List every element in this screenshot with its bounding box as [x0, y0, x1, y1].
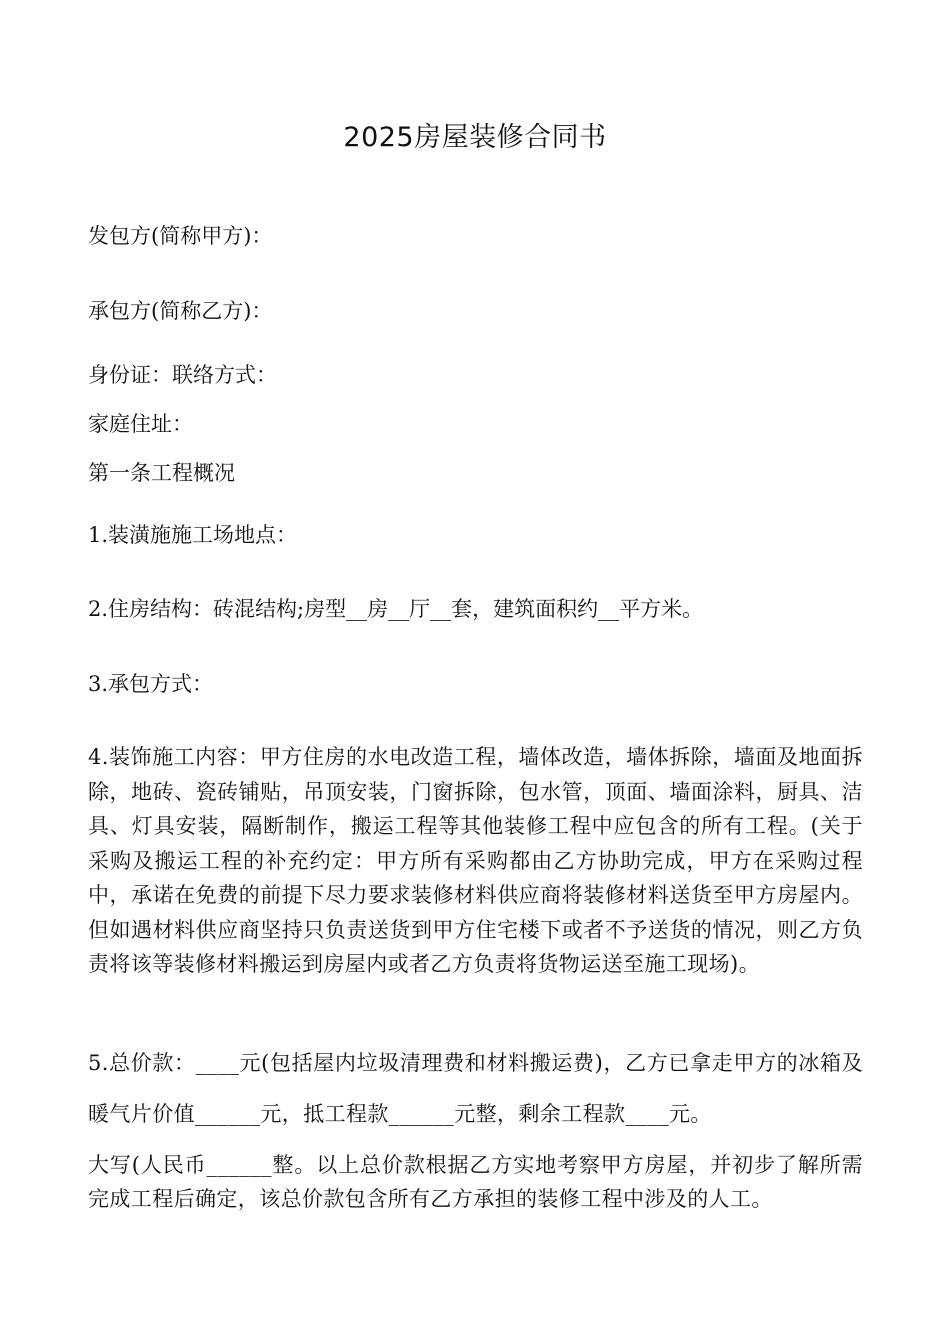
item-5-capital-amount: 大写(人民币______整。以上总价款根据乙方实地考察甲方房屋，并初步了解所需完成工程后确定，该总价款包含所有乙方承担的装修工程中涉及的人工。 — [88, 1153, 863, 1211]
item-5-price — [88, 1038, 863, 1216]
id-contact-line: 身份证：联络方式： — [88, 363, 277, 387]
article-one-heading: 第一条工程概况 — [88, 461, 235, 485]
item-1-site: 1.装潢施施工场地点： — [88, 523, 298, 547]
party-b-line: 承包方(简称乙方)： — [88, 299, 273, 323]
item-3-method: 3.承包方式： — [88, 672, 214, 696]
item-5-price-text: 5.总价款：____元(包括屋内垃圾清理费和材料搬运费)，乙方已拿走甲方的冰箱及暖气片价值______元，抵工程款______元整，剩余工程款____元。 — [88, 1051, 863, 1126]
item-2-structure: 2.住房结构：砖混结构;房型__房__厅__套，建筑面积约__平方米。 — [88, 597, 704, 621]
address-line: 家庭住址： — [88, 412, 193, 436]
document-title: 2025房屋装修合同书 — [343, 122, 607, 153]
item-4-content: 4.装饰施工内容：甲方住房的水电改造工程，墙体改造，墙体拆除，墙面及地面拆除，地砖、瓷砖铺贴，吊顶安装，门窗拆除，包水管，顶面、墙面涂料，厨具、洁具、灯具安装，隔断制作，搬运工程等其他装修工程中应包含的所有工程。(关于采购及搬运工程的补充约定：甲方所有采购都由乙方协助完成，甲方在采购过程中，承诺在免费的前提下尽力要求装修材料供应商将装修材料送货至甲方房屋内。但如遇材料供应商坚持只负责送货到甲方住宅楼下或者不予送货的情况，则乙方负责将该等装修材料搬运到房屋内或者乙方负责将货物运送至施工现场)。 — [88, 745, 863, 976]
party-a-line: 发包方(简称甲方)： — [88, 224, 273, 248]
